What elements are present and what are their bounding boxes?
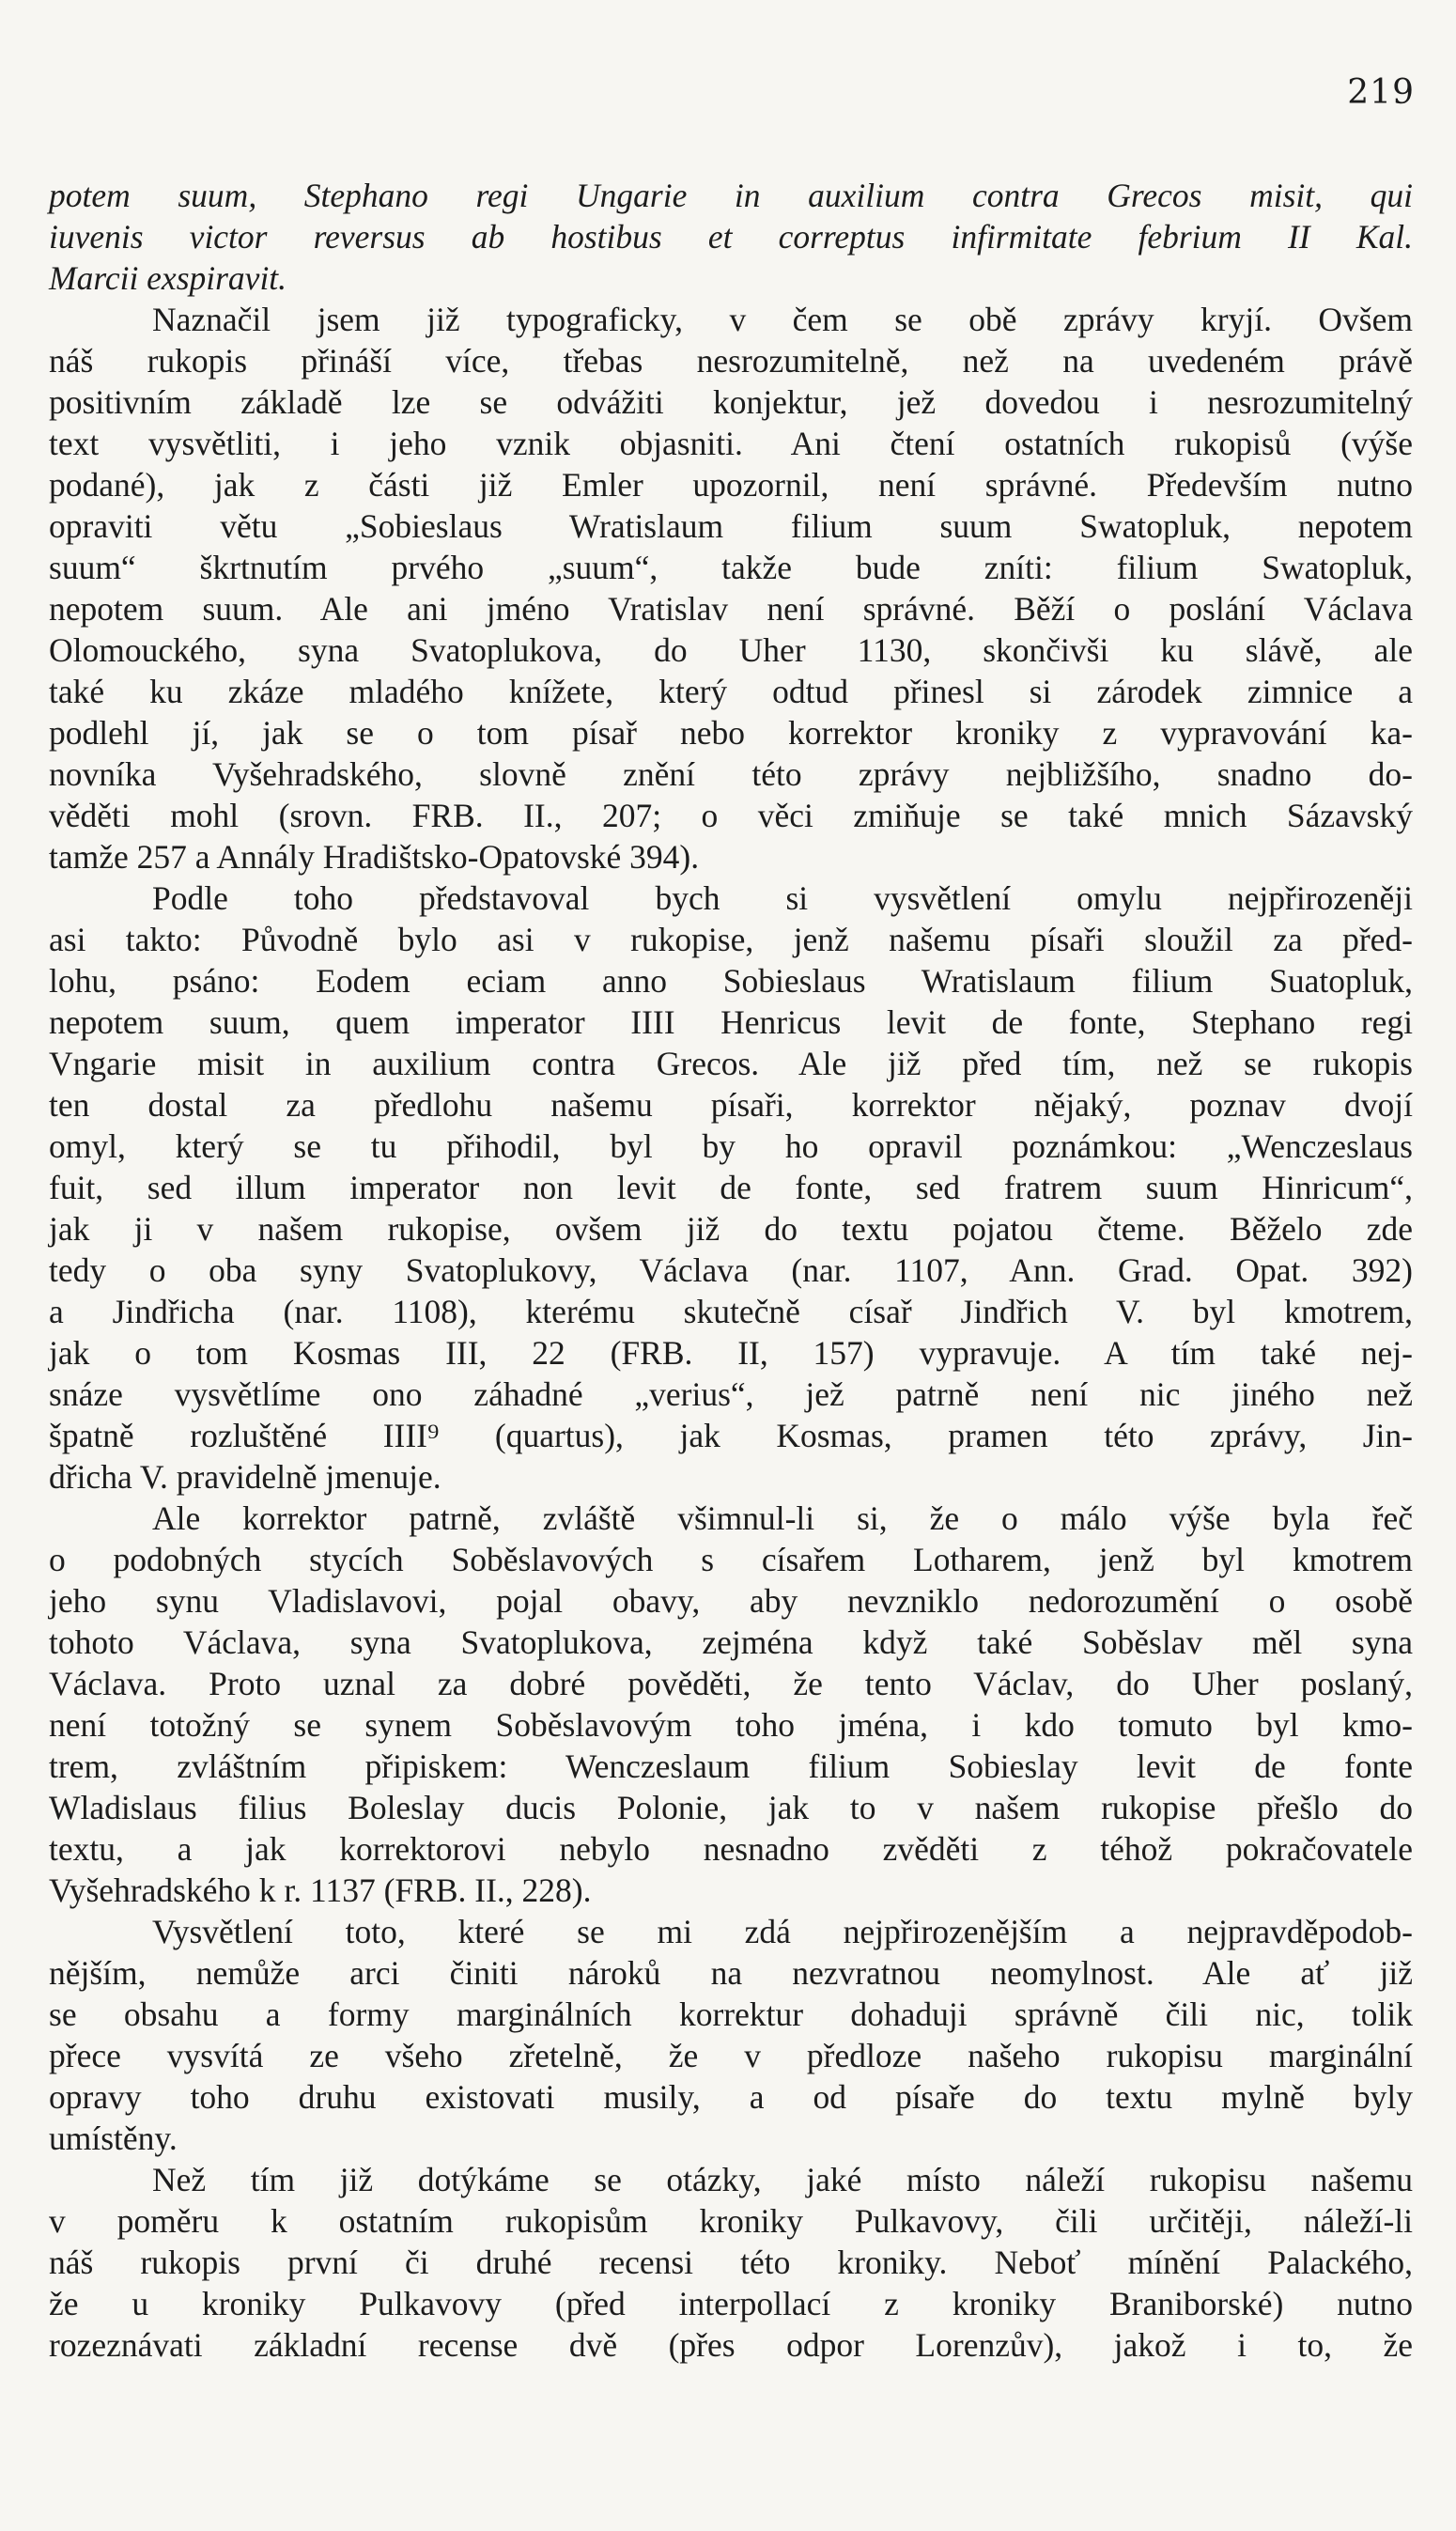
text-line: iuvenis victor reversus ab hostibus et correptus infirmitate febrium II Kal. — [49, 218, 1413, 256]
text-line: nepotem suum, quem imperator IIII Henricus levit de fonte, Stephano regi — [49, 1003, 1413, 1041]
text-line: opraviti větu „Sobieslaus Wratislaum filium suum Swatopluk, nepotem — [49, 507, 1413, 545]
text-line: že u kroniky Pulkavovy (před interpollací z kroniky Braniborské) nutno — [49, 2285, 1413, 2322]
text-line: positivním základě lze se odvážiti konjektur, jež dovedou i nesrozumitelný — [49, 383, 1413, 421]
text-line: tamže 257 a Annály Hradištsko-Opatovské 394). — [49, 838, 700, 876]
text-line: se obsahu a formy marginálních korrektur dohaduji správně čili nic, tolik — [49, 1995, 1413, 2033]
text-line: Vysvětlení toto, které se mi zdá nejpřirozenějším a nejpravděpodob- — [152, 1913, 1413, 1950]
text-line: Podle toho představoval bych si vysvětlení omylu nejpřirozeněji — [152, 879, 1413, 917]
text-line: Olomouckého, syna Svatoplukova, do Uher 1130, skončivši ku slávě, ale — [49, 631, 1413, 669]
text-line: podané), jak z části již Emler upozornil, není správné. Především nutno — [49, 466, 1413, 504]
text-line: Ale korrektor patrně, zvláště všimnul-li si, že o málo výše byla řeč — [152, 1499, 1413, 1537]
text-line: suum“ škrtnutím prvého „suum“, takže bude zníti: filium Swatopluk, — [49, 549, 1413, 586]
text-line: špatně rozluštěné IIII⁹ (quartus), jak Kosmas, pramen této zprávy, Jin- — [49, 1417, 1413, 1454]
text-line: Vngarie misit in auxilium contra Grecos. Ale již před tím, než se rukopis — [49, 1045, 1413, 1082]
text-line: Václava. Proto uznal za dobré pověděti, že tento Václav, do Uher poslaný, — [49, 1665, 1413, 1702]
text-line: přece vysvítá ze všeho zřetelně, že v předloze našeho rukopisu marginální — [49, 2037, 1413, 2074]
text-line: omyl, který se tu přihodil, byl by ho opravil poznámkou: „Wenczeslaus — [49, 1127, 1413, 1165]
text-line: nepotem suum. Ale ani jméno Vratislav není správné. Běží o poslání Václava — [49, 590, 1413, 628]
text-line: lohu, psáno: Eodem eciam anno Sobieslaus Wratislaum filium Suatopluk, — [49, 962, 1413, 1000]
text-line: tohoto Václava, syna Svatoplukova, zejména když také Soběslav měl syna — [49, 1623, 1413, 1661]
text-line: fuit, sed illum imperator non levit de fonte, sed fratrem suum Hinricum“, — [49, 1169, 1413, 1206]
text-line: jak o tom Kosmas III, 22 (FRB. II, 157) vypravuje. A tím také nej- — [49, 1334, 1413, 1372]
text-line: o podobných stycích Soběslavových s císařem Lotharem, jenž byl kmotrem — [49, 1541, 1413, 1578]
text-line: dřicha V. pravidelně jmenuje. — [49, 1458, 441, 1496]
text-line: opravy toho druhu existovati musily, a od písaře do textu mylně byly — [49, 2078, 1413, 2116]
text-line: jeho synu Vladislavovi, pojal obavy, aby nevzniklo nedorozumění o osobě — [49, 1582, 1413, 1620]
page-number: 219 — [1347, 73, 1415, 112]
text-line: umístěny. — [49, 2120, 178, 2157]
text-line: náš rukopis přináší více, třebas nesrozumitelně, než na uvedeném právě — [49, 342, 1413, 380]
text-line: tedy o oba syny Svatoplukovy, Václava (nar. 1107, Ann. Grad. Opat. 392) — [49, 1251, 1413, 1289]
text-line: věděti mohl (srovn. FRB. II., 207; o věci zmiňuje se také mnich Sázavský — [49, 797, 1413, 834]
text-line: Naznačil jsem již typograficky, v čem se obě zprávy kryjí. Ovšem — [152, 301, 1413, 338]
text-line: ten dostal za předlohu našemu písaři, korrektor nějaký, poznav dvojí — [49, 1086, 1413, 1124]
text-line: Wladislaus filius Boleslay ducis Polonie, jak to v našem rukopise přešlo do — [49, 1789, 1413, 1826]
text-line: trem, zvláštním připiskem: Wenczeslaum filium Sobieslay levit de fonte — [49, 1747, 1413, 1785]
text-line: nějším, nemůže arci činiti nároků na nezvratnou neomylnost. Ale ať již — [49, 1954, 1413, 1992]
text-line: textu, a jak korrektorovi nebylo nesnadno zvěděti z téhož pokračovatele — [49, 1830, 1413, 1868]
text-line: asi takto: Původně bylo asi v rukopise, jenž našemu písaři sloužil za před- — [49, 921, 1413, 958]
text-line: Marcii exspiravit. — [49, 259, 287, 297]
text-line: podlehl jí, jak se o tom písař nebo korrektor kroniky z vypravování ka- — [49, 714, 1413, 752]
text-line: také ku zkáze mladého knížete, který odtud přinesl si zárodek zimnice a — [49, 673, 1413, 710]
text-line: Než tím již dotýkáme se otázky, jaké místo náleží rukopisu našemu — [152, 2161, 1413, 2198]
text-line: snáze vysvětlíme ono záhadné „verius“, jež patrně není nic jiného než — [49, 1375, 1413, 1413]
text-line: není totožný se synem Soběslavovým toho jména, i kdo tomuto byl kmo- — [49, 1706, 1413, 1744]
text-line: Vyšehradského k r. 1137 (FRB. II., 228). — [49, 1871, 592, 1909]
text-line: náš rukopis první či druhé recensi této kroniky. Neboť mínění Palackého, — [49, 2244, 1413, 2281]
text-line: text vysvětliti, i jeho vznik objasniti. Ani čtení ostatních rukopisů (výše — [49, 425, 1413, 462]
text-line: potem suum, Stephano regi Ungarie in auxilium contra Grecos misit, qui — [49, 177, 1413, 214]
text-line: a Jindřicha (nar. 1108), kterému skutečně císař Jindřich V. byl kmotrem, — [49, 1293, 1413, 1330]
body-text — [49, 175, 1413, 2366]
text-line: jak ji v našem rukopise, ovšem již do textu pojatou čteme. Běželo zde — [49, 1210, 1413, 1248]
text-line: v poměru k ostatním rukopisům kroniky Pulkavovy, čili určitěji, náleží-li — [49, 2202, 1413, 2240]
text-line: rozeznávati základní recense dvě (přes odpor Lorenzův), jakož i to, že — [49, 2326, 1413, 2364]
text-line: novníka Vyšehradského, slovně znění této zprávy nejbližšího, snadno do- — [49, 755, 1413, 793]
